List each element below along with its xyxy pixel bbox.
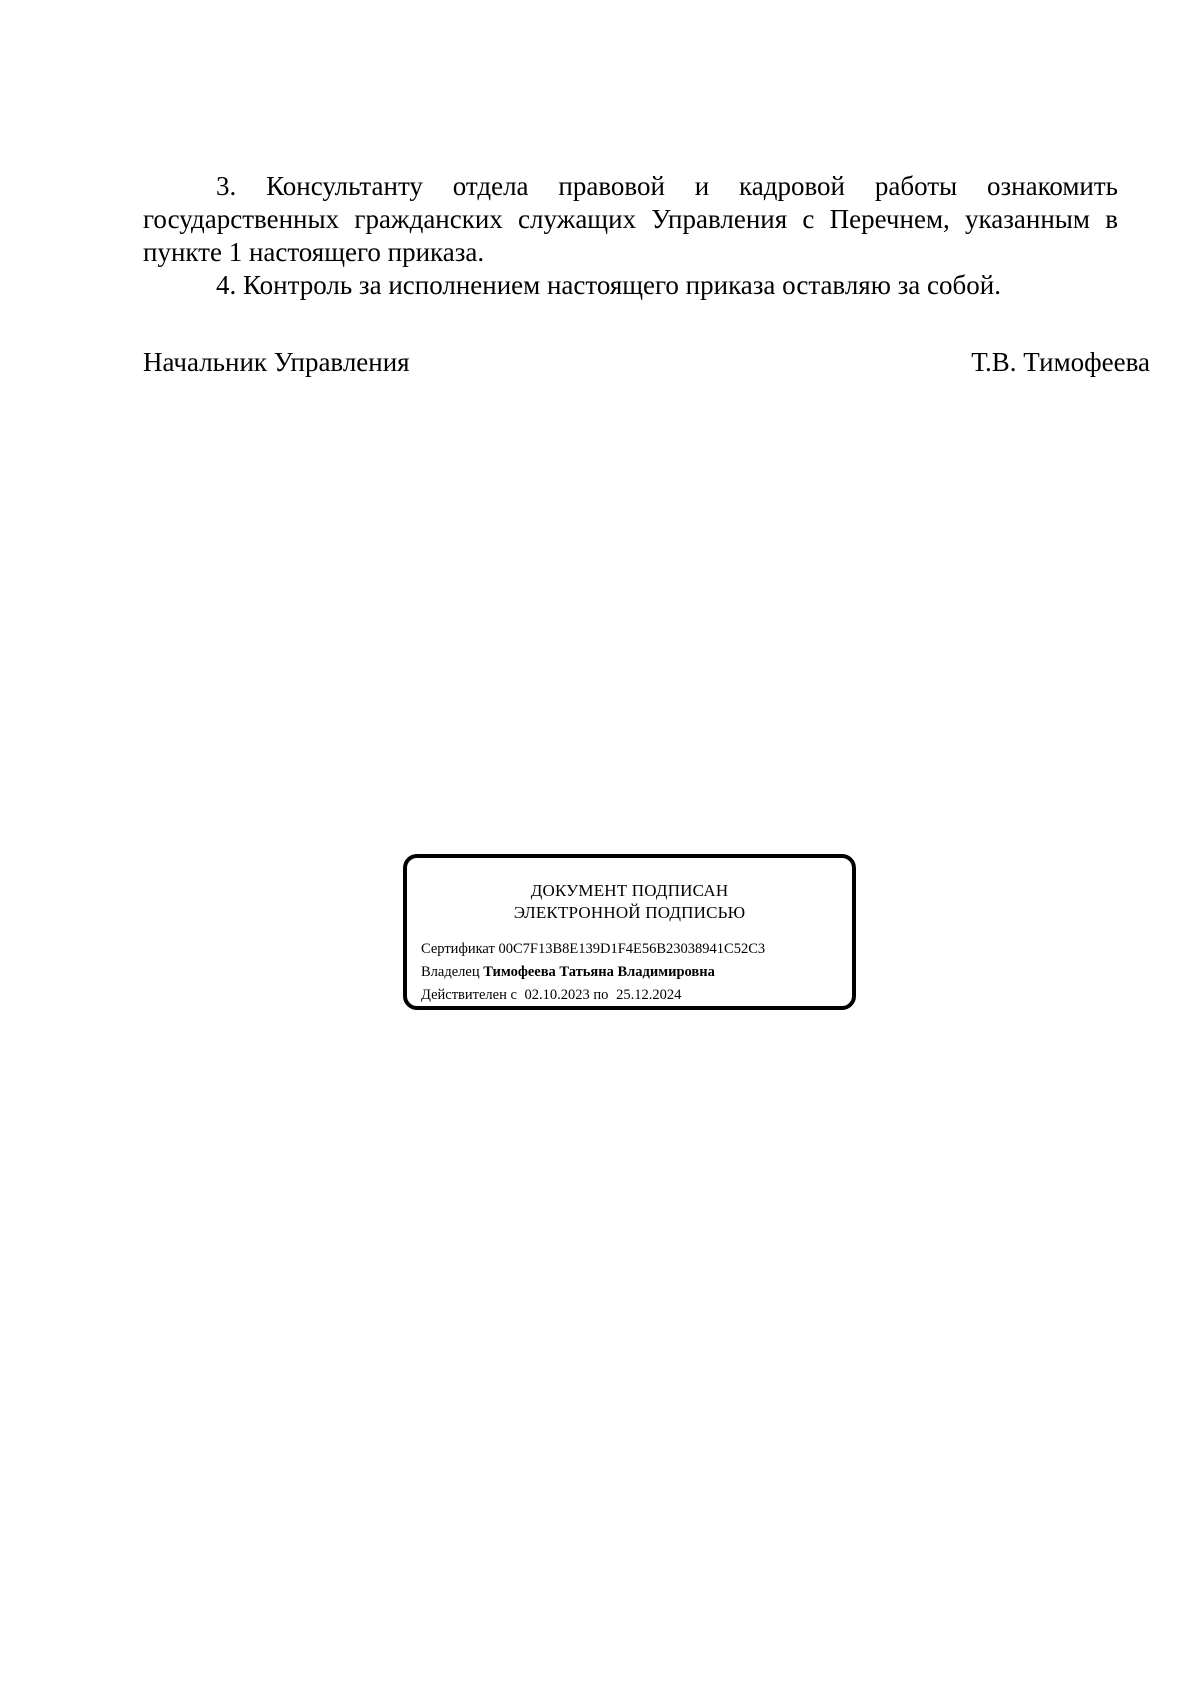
owner-value: Тимофеева Татьяна Владимировна [483, 964, 715, 980]
owner-row [421, 961, 765, 984]
stamp-details [421, 938, 765, 1007]
paragraph-item-4: 4. Контроль за исполнением настоящего приказа оставляю за собой. [216, 270, 1001, 300]
signature-block [143, 346, 1150, 379]
certificate-label: Сертификат [421, 941, 495, 957]
owner-label: Владелец [421, 964, 480, 980]
validity-from-label: с [510, 987, 517, 1003]
validity-from-date: 02.10.2023 [524, 987, 590, 1003]
signatory-position: Начальник Управления [143, 347, 410, 377]
validity-to-label: по [593, 987, 609, 1003]
stamp-heading-line-2: ЭЛЕКТРОННОЙ ПОДПИСЬЮ [513, 903, 746, 922]
certificate-row [421, 938, 765, 961]
stamp-heading [407, 880, 852, 924]
order-body [143, 170, 1118, 302]
electronic-signature-stamp [403, 854, 856, 1010]
paragraph-item-3: 3. Консультанту отдела правовой и кадровой работы ознакомить государственных гражданских служащих Управления с Перечнем, указанным в пункте 1 настоящего приказа. [143, 171, 1118, 267]
stamp-heading-line-1: ДОКУМЕНТ ПОДПИСАН [530, 881, 729, 900]
validity-to-date: 25.12.2024 [616, 987, 682, 1003]
validity-label: Действителен [421, 987, 507, 1003]
validity-row [421, 984, 765, 1007]
certificate-value: 00C7F13B8E139D1F4E56B23038941C52C3 [498, 941, 766, 957]
signatory-name: Т.В. Тимофеева [971, 347, 1150, 377]
